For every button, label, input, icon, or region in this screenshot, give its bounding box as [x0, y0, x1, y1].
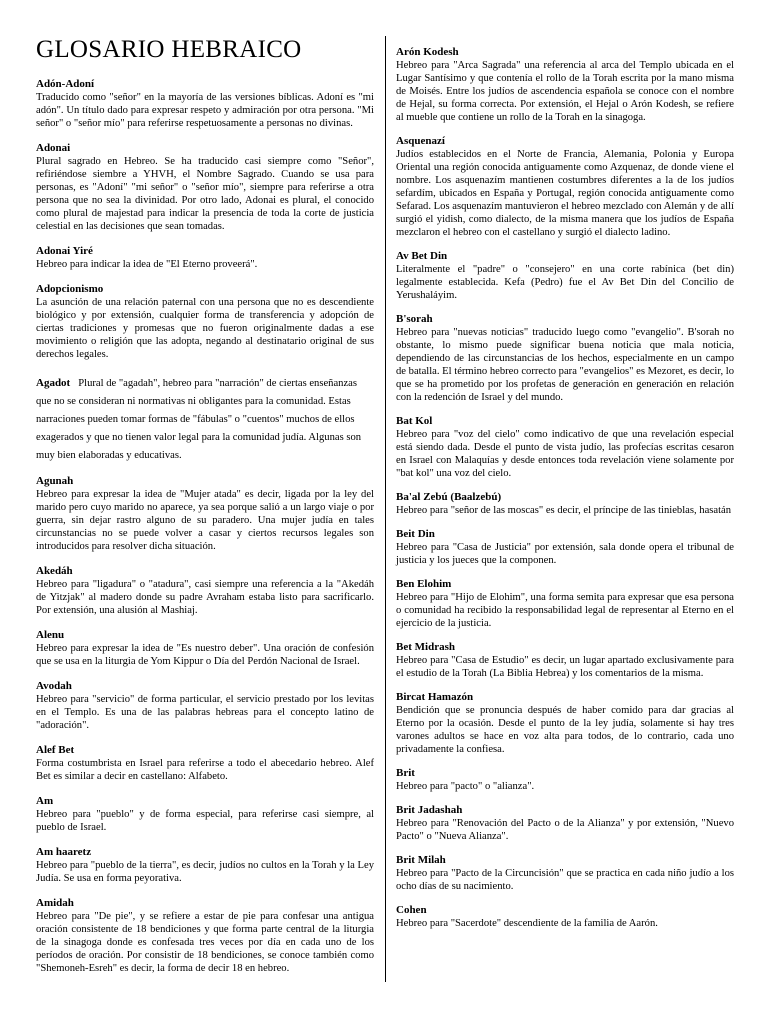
left-column	[36, 0, 374, 987]
glossary-term: Av Bet Din	[396, 250, 448, 262]
glossary-term: Alef Bet	[36, 744, 75, 756]
glossary-entry	[36, 680, 374, 732]
glossary-definition: La asunción de una relación paternal con una persona que no es descendiente biológico y por extensión, cualquier forma de transferencia y adopción de ciertas tradiciones y promesas que no fueron originalmente dadas a ese movimiento o religión que las adopta, negando al destinatario original de sus derechos legales.	[36, 297, 374, 360]
glossary-definition: Literalmente el "padre" o "consejero" en una corte rabínica (bet din) legalmente establecida. Kefa (Pedro) fue el Av Bet Din del Concilio de Yerushaláyim.	[396, 264, 734, 301]
glossary-definition: Hebreo para indicar la idea de "El Eterno proveerá".	[36, 259, 258, 270]
glossary-definition: Hebreo para "señor de las moscas" es decir, el príncipe de las tinieblas, hasatán	[396, 505, 732, 516]
glossary-term: Alenu	[36, 629, 65, 641]
glossary-entry	[396, 46, 734, 124]
glossary-entry	[396, 415, 734, 480]
glossary-definition: Hebreo para "nuevas noticias" traducido luego como "evangelio". B'sorah no obstante, lo mismo puede significar buena noticia que mala noticia, dependiendo de las circunstancias de los hechos, especialmente en un campo de batalla. El término hebreo correcto para "evangelios" es Mezoret, es decir, lo que se ha prometido por los profetas de generación en generación en relación con la redención de Israel y del mundo.	[396, 327, 734, 403]
glossary-definition: Plural de "agadah", hebreo para "narración" de ciertas enseñanzas que no se consideran ni normativas ni obligantes para la comunidad. Estas narraciones pueden tomar formas de "fábulas" o "cuentos" muchos de ellos exagerados y que no tienen valor legal para la comunidad judía. Algunas son muy bien elaboradas y educativas.	[36, 378, 362, 461]
glossary-term: Adonai	[36, 142, 71, 154]
glossary-term: Amidah	[36, 897, 74, 909]
glossary-term: Adonai Yiré	[36, 245, 93, 257]
glossary-term: Avodah	[36, 680, 72, 692]
glossary-term: Am	[36, 795, 54, 807]
glossary-term: Adopcionismo	[36, 283, 104, 295]
glossary-definition: Hebreo para "ligadura" o "atadura", casi siempre una referencia a la "Akedáh de Yitzjak" al madero donde su padre Avraham estaba listo para sacrificarlo. Por extensión, una alusión al Mashiaj.	[36, 579, 374, 616]
glossary-definition: Hebreo para "voz del cielo" como indicativo de que una revelación especial está siendo dada. Desde el punto de vista judío, las profecías escritas cesaron en Israel con Malaquías y desde entonces toda revelación viene solamente por "bat kol" una voz del cielo.	[396, 429, 734, 479]
glossary-definition: Hebreo para "pacto" o "alianza".	[396, 781, 535, 792]
glossary-definition: Hebreo para "pueblo de la tierra", es decir, judíos no cultos en la Torah y la Ley Judía. Se usa en forma peyorativa.	[36, 860, 374, 884]
glossary-term: B'sorah	[396, 313, 433, 325]
glossary-definition: Hebreo para expresar la idea de "Mujer atada" es decir, ligada por la ley del marido pero cuyo marido no aparece, ya sea porque salió a un largo viaje o por guerra, sin dejar rastro alguno de su paradero. Una mujer judía en tales circunstancias no se puede volver a casar y ciertos recursos legales son introducidos para resolver dicha situación.	[36, 489, 374, 552]
glossary-definition: Hebreo para "Sacerdote" descendiente de la familia de Aarón.	[396, 918, 658, 929]
glossary-entry	[396, 250, 734, 302]
glossary-term: Brit Jadashah	[396, 804, 463, 816]
page-title: GLOSARIO HEBRAICO	[36, 36, 302, 63]
glossary-term: Bircat Hamazón	[396, 691, 474, 703]
glossary-entry	[36, 78, 374, 130]
glossary-term: Bat Kol	[396, 415, 433, 427]
glossary-entry	[396, 313, 734, 404]
glossary-term: Asquenazí	[396, 135, 445, 147]
glossary-entry	[36, 475, 374, 553]
glossary-entry	[36, 846, 374, 885]
glossary-definition: Hebreo para "Pacto de la Circuncisión" que se practica en cada niño judío a los ocho días de su nacimiento.	[396, 868, 734, 892]
glossary-definition: Hebreo para "Casa de Justicia" por extensión, sala donde opera el tribunal de justicia y los jueces que la componen.	[396, 542, 734, 566]
glossary-entry	[36, 565, 374, 617]
glossary-entry	[36, 897, 374, 975]
glossary-entry	[396, 135, 734, 239]
glossary-entry	[396, 691, 734, 756]
glossary-entry	[36, 744, 374, 783]
glossary-term: Akedáh	[36, 565, 73, 577]
glossary-term: Cohen	[396, 904, 427, 916]
glossary-term: Agunah	[36, 475, 74, 487]
glossary-definition: Hebreo para "Renovación del Pacto o de la Alianza" y por extensión, "Nuevo Pacto" o "Nueva Alianza".	[396, 818, 734, 842]
glossary-definition: Hebreo para "pueblo" y de forma especial, para referirse casi siempre, al pueblo de Israel.	[36, 809, 374, 833]
glossary-definition: Hebreo para "Hijo de Elohim", una forma semita para expresar que esa persona o comunidad ha recibido la responsabilidad legal de representar al Eterno en el ejercicio de la justicia.	[396, 592, 734, 629]
glossary-definition: Traducido como "señor" en la mayoría de las versiones bíblicas. Adoní es "mi adón". Un título dado para expresar respeto y admiración por otra persona. "Mi señor" o "señor mío" para referirse respetuosamente a personas no divinas.	[36, 92, 374, 129]
glossary-definition: Hebreo para "Casa de Estudio" es decir, un lugar apartado exclusivamente para el estudio de la Torah (La Biblia Hebrea) y los comentarios de la misma.	[396, 655, 734, 679]
glossary-term: Ba'al Zebú (Baalzebú)	[396, 491, 502, 503]
glossary-definition: Judíos establecidos en el Norte de Francia, Alemania, Polonia y Europa Oriental una región conocida antiguamente como Azquenaz, de donde viene el nombre. Los asquenazím mantienen costumbres diferentes a la de los judíos sefardím, ubicados en España y Portugal, región conocida antiguamente como Sefarad. Los asquenazím mantuvieron el hebreo mezclado con Alemán y de allí surgió el yidish, como dialecto, de la misma manera que los judíos de España mezclaron el hebreo con el castellano y surgió el dialecto ladino.	[396, 149, 734, 238]
glossary-term: Ben Elohim	[396, 578, 452, 590]
glossary-entry	[36, 373, 374, 463]
glossary-term: Arón Kodesh	[396, 46, 459, 58]
glossary-term: Brit	[396, 767, 415, 779]
glossary-definition: Bendición que se pronuncia después de haber comido para dar gracias al Eterno por la ocasión. Desde el punto de la ley judía, solamente si hay tres varones adultos se hace en voz alta para todos, de lo contrario, cada uno privadamente la confiesa.	[396, 705, 734, 755]
glossary-definition: Hebreo para "servicio" de forma particular, el servicio prestado por los levitas en el Templo. Es una de las palabras hebreas para el concepto latino de "adoración".	[36, 694, 374, 731]
glossary-definition: Forma costumbrista en Israel para referirse a todo el abecedario hebreo. Alef Bet es similar a decir en castellano: Alfabeto.	[36, 758, 374, 782]
glossary-entry	[36, 283, 374, 361]
glossary-term: Brit Milah	[396, 854, 446, 866]
glossary-entry	[396, 641, 734, 680]
glossary-term: Bet Midrash	[396, 641, 455, 653]
glossary-definition: Hebreo para "De pie", y se refiere a estar de pie para confesar una antigua oración consistente de 18 bendiciones y que forma parte central de la liturgia de la sinagoga donde es confesada tres veces por día en cada uno de los períodos de oración. Por consistir de 18 bendiciones, se conoce también como "Shemoneh-Esreh" es decir, la forma de decir 18 en hebreo.	[36, 911, 374, 974]
glossary-entry	[36, 142, 374, 233]
glossary-term: Adón-Adoní	[36, 78, 95, 90]
glossary-entry	[396, 904, 734, 930]
glossary-definition: Hebreo para "Arca Sagrada" una referencia al arca del Templo ubicada en el Lugar Santísimo y que contenía el rollo de la Torah escrita por la mano misma de Moisés. Entre los judíos de ascendencia española se conoce con el nombre de Hejal, su forma correcta. Por extensión, el Hejal o Arón Kodesh, se refiere al mueble que contiene un rollo de la Torah en la sinagoga.	[396, 60, 734, 123]
glossary-entry	[36, 629, 374, 668]
glossary-entry	[396, 804, 734, 843]
glossary-term: Agadot	[36, 377, 71, 389]
glossary-entry	[396, 578, 734, 630]
glossary-definition: Plural sagrado en Hebreo. Se ha traducido casi siempre como "Señor", refiriéndose siembre a YHVH, el Nombre Sagrado. Cuando se usa para personas, es "Adoní" "mi señor" o "señor mío", siempre para referirse a otra persona que no sea la divinidad. Por otro lado, Adonai es plural, el conocido como plural de majestad para indicar la presencia de toda la corte de justicia celestial en las decisiones que sean tomadas.	[36, 156, 374, 232]
glossary-entry	[396, 491, 734, 517]
column-divider	[385, 36, 386, 982]
glossary-definition: Hebreo para expresar la idea de "Es nuestro deber". Una oración de confesión que se usa en la liturgia de Yom Kippur o Día del Perdón Nacional de Israel.	[36, 643, 374, 667]
glossary-term: Beit Din	[396, 528, 435, 540]
glossary-entry	[396, 854, 734, 893]
glossary-entry	[396, 528, 734, 567]
right-column	[396, 0, 734, 941]
glossary-term: Am haaretz	[36, 846, 92, 858]
glossary-entry	[36, 795, 374, 834]
glossary-entry	[36, 245, 374, 271]
glossary-entry	[396, 767, 734, 793]
